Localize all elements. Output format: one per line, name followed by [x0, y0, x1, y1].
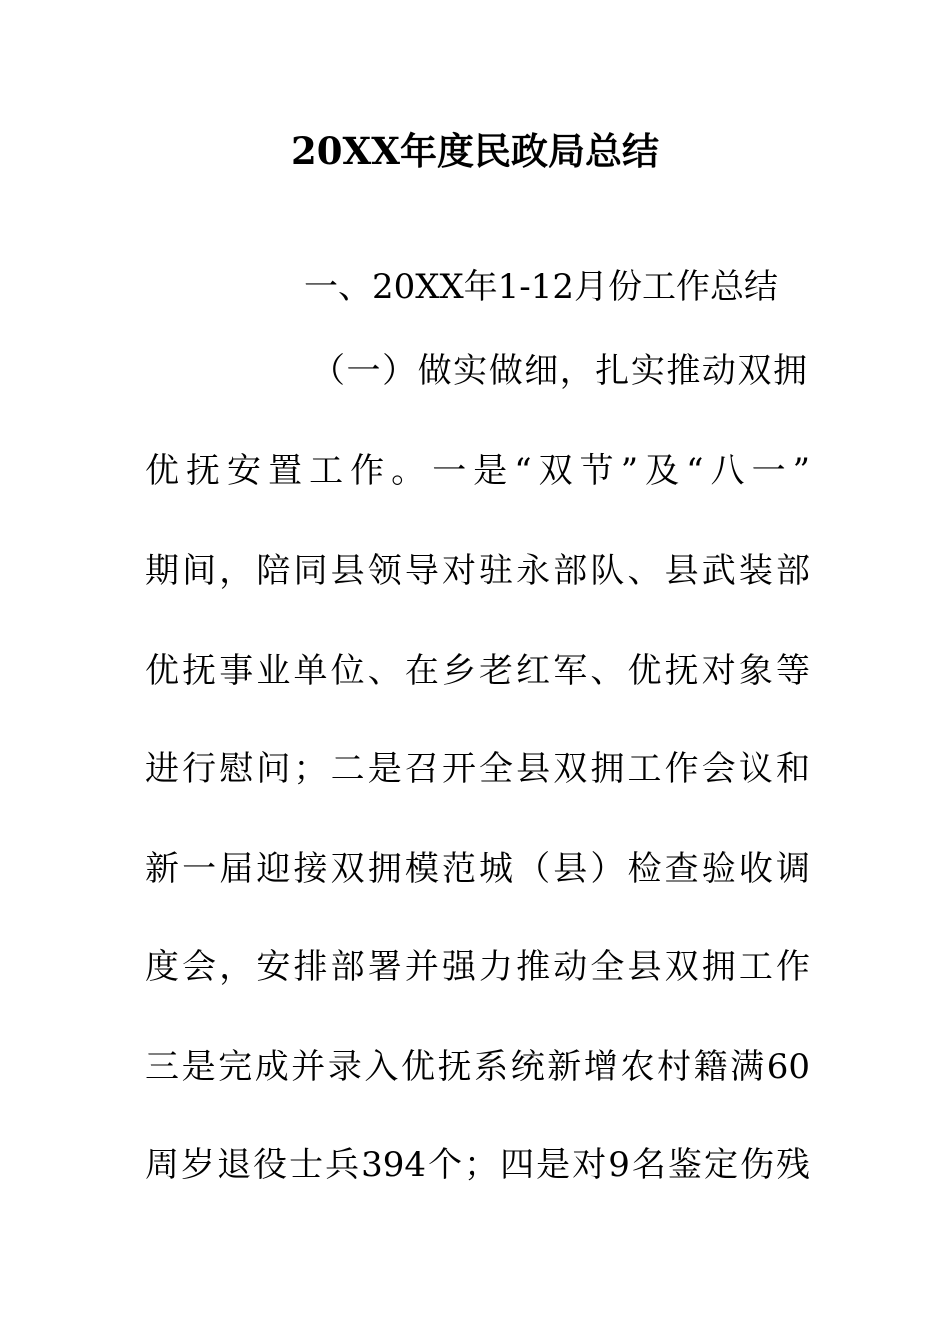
paragraph-line: 周岁退役士兵394个；四是对9名鉴定伤残 [145, 1145, 810, 1185]
paragraph-line: 三是完成并录入优抚系统新增农村籍满60 [145, 1047, 810, 1087]
paragraph-line: 优抚事业单位、在乡老红军、优抚对象等 [145, 651, 810, 691]
paragraph-line: 新一届迎接双拥模范城（县）检查验收调 [145, 849, 810, 889]
paragraph-line: 期间，陪同县领导对驻永部队、县武装部 [145, 551, 810, 591]
paragraph-line: 进行慰问；二是召开全县双拥工作会议和 [145, 749, 810, 789]
paragraph-line: （一）做实做细，扎实推动双拥 [311, 351, 807, 391]
paragraph-line: 度会，安排部署并强力推动全县双拥工作 [145, 947, 810, 987]
section-heading: 一、20XX年1-12月份工作总结 [304, 267, 779, 307]
document-title: 20XX年度民政局总结 [291, 129, 659, 173]
paragraph-line: 优抚安置工作。一是“双节”及“八一” [145, 451, 810, 491]
